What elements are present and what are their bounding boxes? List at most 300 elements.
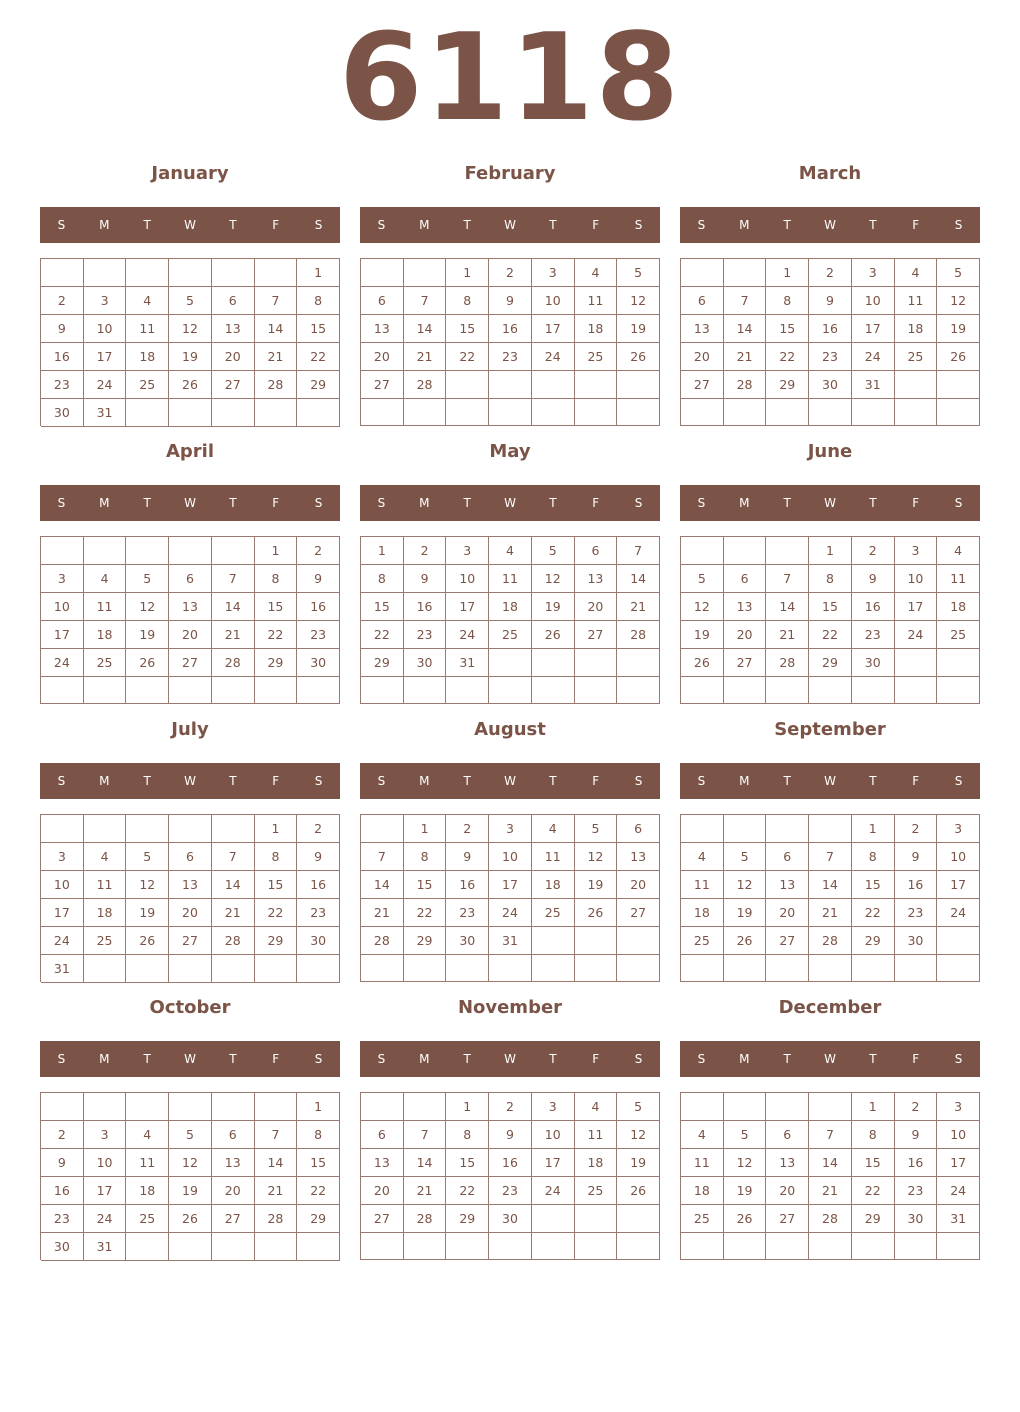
month-title: May [489, 441, 531, 462]
day-cell: 13 [681, 315, 724, 343]
day-cell: 25 [532, 899, 575, 927]
day-cell: 17 [84, 343, 127, 371]
day-cell: 21 [404, 1177, 447, 1205]
month-title: April [165, 441, 215, 462]
month-title: February [464, 163, 556, 184]
empty-day-cell [255, 677, 298, 704]
empty-day-cell [575, 955, 618, 982]
day-cell: 25 [681, 1205, 724, 1233]
day-cell: 14 [404, 1149, 447, 1177]
day-cell: 25 [489, 621, 532, 649]
day-cell: 25 [681, 927, 724, 955]
weekday-header: T [143, 774, 151, 788]
empty-day-cell [895, 955, 938, 982]
empty-day-cell [297, 955, 340, 983]
day-cell: 31 [937, 1205, 980, 1233]
weekday-header: S [697, 218, 706, 232]
day-cell: 9 [852, 565, 895, 593]
month-september [680, 714, 980, 984]
day-cell: 15 [809, 593, 852, 621]
day-cell: 20 [212, 343, 255, 371]
day-cell: 24 [84, 371, 127, 399]
day-cell: 19 [169, 343, 212, 371]
day-cell: 24 [852, 343, 895, 371]
month-july [40, 714, 340, 984]
weekday-header: M [739, 496, 750, 510]
empty-day-cell [169, 955, 212, 983]
day-cell: 1 [766, 259, 809, 287]
day-cell: 18 [681, 899, 724, 927]
empty-day-cell [809, 1233, 852, 1260]
day-cell: 31 [84, 399, 127, 427]
day-cell: 2 [489, 1093, 532, 1121]
empty-day-cell [41, 677, 84, 704]
empty-day-cell [575, 927, 618, 955]
day-cell: 1 [255, 815, 298, 843]
day-cell: 9 [446, 843, 489, 871]
weekday-header: M [99, 1052, 110, 1066]
day-cell: 8 [255, 565, 298, 593]
day-cell: 24 [937, 1177, 980, 1205]
day-cell: 19 [169, 1177, 212, 1205]
day-cell: 9 [489, 287, 532, 315]
empty-day-cell [169, 1233, 212, 1261]
day-cell: 14 [809, 1149, 852, 1177]
day-cell: 3 [41, 565, 84, 593]
day-cell: 3 [532, 259, 575, 287]
day-cell: 28 [255, 1205, 298, 1233]
day-cell: 4 [126, 1121, 169, 1149]
weekday-header: T [783, 1052, 791, 1066]
empty-day-cell [446, 399, 489, 426]
weekday-header: M [739, 218, 750, 232]
day-cell: 26 [126, 927, 169, 955]
month-april [40, 436, 340, 706]
day-cell: 16 [489, 1149, 532, 1177]
day-cell: 4 [681, 843, 724, 871]
empty-day-cell [489, 677, 532, 704]
weekday-header: T [143, 218, 151, 232]
day-cell: 13 [169, 593, 212, 621]
day-cell: 22 [446, 1177, 489, 1205]
day-cell: 3 [895, 537, 938, 565]
day-cell: 28 [212, 649, 255, 677]
day-cell: 19 [126, 899, 169, 927]
empty-day-cell [489, 649, 532, 677]
empty-day-cell [852, 955, 895, 982]
empty-day-cell [895, 399, 938, 426]
day-cell: 24 [41, 649, 84, 677]
day-cell: 13 [361, 1149, 404, 1177]
empty-day-cell [126, 259, 169, 287]
weekday-header-bar [680, 1041, 980, 1077]
month-title: July [171, 719, 209, 740]
weekday-header: T [549, 218, 557, 232]
day-cell: 26 [724, 927, 767, 955]
day-cell: 18 [532, 871, 575, 899]
day-cell: 1 [404, 815, 447, 843]
day-cell: 16 [809, 315, 852, 343]
day-cell: 25 [575, 343, 618, 371]
day-grid [40, 536, 340, 704]
empty-day-cell [297, 1233, 340, 1261]
empty-day-cell [724, 537, 767, 565]
day-cell: 26 [169, 371, 212, 399]
day-cell: 17 [895, 593, 938, 621]
day-cell: 2 [297, 537, 340, 565]
weekday-header: S [697, 774, 706, 788]
weekday-header: W [504, 496, 516, 510]
weekday-header-bar [40, 763, 340, 799]
day-cell: 23 [895, 1177, 938, 1205]
day-cell: 12 [169, 315, 212, 343]
month-title: November [457, 997, 563, 1018]
weekday-header: T [783, 496, 791, 510]
day-cell: 6 [724, 565, 767, 593]
day-cell: 29 [297, 1205, 340, 1233]
day-cell: 10 [84, 315, 127, 343]
empty-day-cell [681, 1093, 724, 1121]
day-cell: 19 [575, 871, 618, 899]
day-cell: 23 [446, 899, 489, 927]
weekday-header: T [783, 218, 791, 232]
day-grid [360, 814, 660, 982]
empty-day-cell [809, 815, 852, 843]
weekday-header: T [549, 774, 557, 788]
day-cell: 31 [489, 927, 532, 955]
day-cell: 15 [852, 871, 895, 899]
empty-day-cell [361, 955, 404, 982]
empty-day-cell [937, 955, 980, 982]
weekday-header: S [377, 496, 386, 510]
day-cell: 21 [766, 621, 809, 649]
weekday-header: T [783, 774, 791, 788]
day-cell: 18 [681, 1177, 724, 1205]
weekday-header-bar [360, 485, 660, 521]
month-august [360, 714, 660, 984]
empty-day-cell [41, 259, 84, 287]
day-cell: 29 [852, 927, 895, 955]
day-cell: 27 [169, 649, 212, 677]
day-cell: 11 [681, 1149, 724, 1177]
empty-day-cell [766, 1093, 809, 1121]
empty-day-cell [895, 649, 938, 677]
day-cell: 4 [937, 537, 980, 565]
empty-day-cell [681, 815, 724, 843]
day-cell: 1 [361, 537, 404, 565]
day-cell: 20 [169, 621, 212, 649]
day-cell: 10 [489, 843, 532, 871]
empty-day-cell [361, 259, 404, 287]
weekday-header: M [419, 496, 430, 510]
day-cell: 19 [724, 899, 767, 927]
day-cell: 16 [895, 871, 938, 899]
empty-day-cell [404, 399, 447, 426]
empty-day-cell [575, 399, 618, 426]
day-cell: 27 [766, 1205, 809, 1233]
day-cell: 2 [489, 259, 532, 287]
day-cell: 29 [404, 927, 447, 955]
day-cell: 27 [575, 621, 618, 649]
empty-day-cell [895, 1233, 938, 1260]
day-cell: 11 [126, 315, 169, 343]
day-cell: 26 [724, 1205, 767, 1233]
day-cell: 7 [361, 843, 404, 871]
day-grid [680, 1092, 980, 1260]
weekday-header: T [463, 1052, 471, 1066]
day-cell: 11 [681, 871, 724, 899]
day-cell: 17 [41, 621, 84, 649]
day-cell: 4 [681, 1121, 724, 1149]
weekday-header: S [954, 1052, 963, 1066]
weekday-header: T [869, 1052, 877, 1066]
day-cell: 16 [852, 593, 895, 621]
weekday-header: S [634, 774, 643, 788]
day-cell: 13 [766, 1149, 809, 1177]
weekday-header-bar [360, 1041, 660, 1077]
empty-day-cell [212, 399, 255, 427]
empty-day-cell [681, 677, 724, 704]
day-grid [680, 536, 980, 704]
day-cell: 16 [41, 343, 84, 371]
day-cell: 5 [724, 1121, 767, 1149]
weekday-header: T [549, 496, 557, 510]
day-cell: 18 [84, 899, 127, 927]
day-cell: 9 [895, 843, 938, 871]
day-cell: 27 [617, 899, 660, 927]
day-cell: 12 [126, 593, 169, 621]
day-cell: 8 [255, 843, 298, 871]
day-cell: 11 [84, 871, 127, 899]
day-cell: 25 [84, 927, 127, 955]
empty-day-cell [84, 1093, 127, 1121]
empty-day-cell [489, 371, 532, 399]
day-cell: 15 [446, 1149, 489, 1177]
day-cell: 5 [126, 843, 169, 871]
day-cell: 25 [895, 343, 938, 371]
day-cell: 29 [446, 1205, 489, 1233]
day-cell: 12 [724, 1149, 767, 1177]
weekday-header: F [592, 1052, 600, 1066]
day-cell: 3 [937, 1093, 980, 1121]
day-cell: 21 [212, 899, 255, 927]
empty-day-cell [169, 677, 212, 704]
empty-day-cell [681, 1233, 724, 1260]
empty-day-cell [532, 927, 575, 955]
day-cell: 5 [724, 843, 767, 871]
day-grid [680, 258, 980, 426]
day-cell: 22 [255, 621, 298, 649]
day-cell: 11 [489, 565, 532, 593]
day-cell: 24 [532, 343, 575, 371]
day-cell: 15 [766, 315, 809, 343]
empty-day-cell [809, 955, 852, 982]
empty-day-cell [212, 955, 255, 983]
day-cell: 3 [532, 1093, 575, 1121]
empty-day-cell [895, 677, 938, 704]
day-cell: 8 [446, 1121, 489, 1149]
day-cell: 12 [681, 593, 724, 621]
day-cell: 16 [297, 593, 340, 621]
day-cell: 28 [361, 927, 404, 955]
day-grid [680, 814, 980, 982]
weekday-header: S [697, 496, 706, 510]
empty-day-cell [809, 1093, 852, 1121]
day-cell: 6 [681, 287, 724, 315]
weekday-header: S [954, 218, 963, 232]
day-cell: 3 [84, 1121, 127, 1149]
day-cell: 1 [297, 259, 340, 287]
day-cell: 7 [766, 565, 809, 593]
day-cell: 10 [532, 1121, 575, 1149]
empty-day-cell [126, 399, 169, 427]
day-cell: 14 [255, 1149, 298, 1177]
weekday-header: T [229, 774, 237, 788]
empty-day-cell [681, 955, 724, 982]
weekday-header: M [99, 774, 110, 788]
empty-day-cell [617, 1233, 660, 1260]
day-cell: 17 [84, 1177, 127, 1205]
day-cell: 17 [489, 871, 532, 899]
day-cell: 30 [446, 927, 489, 955]
empty-day-cell [255, 1093, 298, 1121]
day-cell: 9 [404, 565, 447, 593]
weekday-header: M [419, 1052, 430, 1066]
day-cell: 12 [617, 287, 660, 315]
day-cell: 21 [809, 899, 852, 927]
day-cell: 1 [446, 259, 489, 287]
day-cell: 31 [84, 1233, 127, 1261]
day-cell: 1 [255, 537, 298, 565]
weekday-header: F [272, 1052, 280, 1066]
weekday-header: F [272, 774, 280, 788]
day-cell: 23 [895, 899, 938, 927]
day-cell: 30 [41, 399, 84, 427]
day-cell: 20 [212, 1177, 255, 1205]
month-february [360, 158, 660, 428]
weekday-header: M [739, 1052, 750, 1066]
day-cell: 14 [212, 871, 255, 899]
day-cell: 29 [766, 371, 809, 399]
day-cell: 6 [617, 815, 660, 843]
weekday-header-bar [40, 485, 340, 521]
day-cell: 6 [575, 537, 618, 565]
weekday-header: F [912, 218, 920, 232]
empty-day-cell [575, 1205, 618, 1233]
empty-day-cell [617, 399, 660, 426]
day-cell: 26 [617, 343, 660, 371]
day-cell: 17 [937, 871, 980, 899]
empty-day-cell [937, 1233, 980, 1260]
day-cell: 17 [532, 315, 575, 343]
weekday-header: T [143, 496, 151, 510]
day-cell: 5 [169, 1121, 212, 1149]
day-cell: 9 [297, 565, 340, 593]
day-cell: 2 [41, 1121, 84, 1149]
day-cell: 10 [895, 565, 938, 593]
day-cell: 17 [446, 593, 489, 621]
empty-day-cell [766, 1233, 809, 1260]
empty-day-cell [361, 1233, 404, 1260]
day-cell: 28 [766, 649, 809, 677]
weekday-header: M [99, 218, 110, 232]
weekday-header: F [592, 774, 600, 788]
day-cell: 20 [361, 1177, 404, 1205]
day-cell: 4 [126, 287, 169, 315]
empty-day-cell [404, 955, 447, 982]
day-cell: 19 [937, 315, 980, 343]
day-cell: 16 [404, 593, 447, 621]
day-cell: 25 [126, 1205, 169, 1233]
weekday-header: S [57, 1052, 66, 1066]
day-cell: 3 [446, 537, 489, 565]
empty-day-cell [84, 259, 127, 287]
empty-day-cell [489, 399, 532, 426]
day-cell: 4 [575, 259, 618, 287]
empty-day-cell [724, 815, 767, 843]
day-cell: 29 [255, 649, 298, 677]
empty-day-cell [532, 955, 575, 982]
empty-day-cell [212, 1233, 255, 1261]
day-cell: 10 [41, 871, 84, 899]
day-cell: 22 [852, 899, 895, 927]
day-cell: 7 [404, 1121, 447, 1149]
day-cell: 22 [255, 899, 298, 927]
day-cell: 8 [852, 843, 895, 871]
day-cell: 2 [852, 537, 895, 565]
day-cell: 16 [895, 1149, 938, 1177]
day-cell: 27 [361, 1205, 404, 1233]
empty-day-cell [766, 955, 809, 982]
weekday-header: T [463, 496, 471, 510]
empty-day-cell [297, 677, 340, 704]
day-cell: 4 [532, 815, 575, 843]
weekday-header-bar [680, 763, 980, 799]
weekday-header: S [697, 1052, 706, 1066]
empty-day-cell [575, 1233, 618, 1260]
empty-day-cell [169, 1093, 212, 1121]
empty-day-cell [724, 677, 767, 704]
day-cell: 29 [255, 927, 298, 955]
day-cell: 30 [895, 1205, 938, 1233]
day-cell: 15 [852, 1149, 895, 1177]
day-cell: 29 [809, 649, 852, 677]
day-cell: 5 [126, 565, 169, 593]
day-cell: 3 [937, 815, 980, 843]
empty-day-cell [532, 1205, 575, 1233]
empty-day-cell [446, 1233, 489, 1260]
weekday-header: F [592, 218, 600, 232]
day-cell: 31 [852, 371, 895, 399]
day-cell: 22 [361, 621, 404, 649]
day-cell: 9 [297, 843, 340, 871]
day-cell: 23 [41, 371, 84, 399]
day-cell: 4 [84, 565, 127, 593]
empty-day-cell [169, 537, 212, 565]
day-cell: 11 [532, 843, 575, 871]
day-cell: 1 [852, 1093, 895, 1121]
weekday-header: W [184, 496, 196, 510]
day-cell: 7 [255, 1121, 298, 1149]
weekday-header: S [634, 1052, 643, 1066]
day-cell: 22 [404, 899, 447, 927]
empty-day-cell [724, 399, 767, 426]
day-cell: 24 [41, 927, 84, 955]
weekday-header: M [419, 218, 430, 232]
day-cell: 2 [895, 815, 938, 843]
day-cell: 21 [255, 343, 298, 371]
weekday-header: S [314, 218, 323, 232]
